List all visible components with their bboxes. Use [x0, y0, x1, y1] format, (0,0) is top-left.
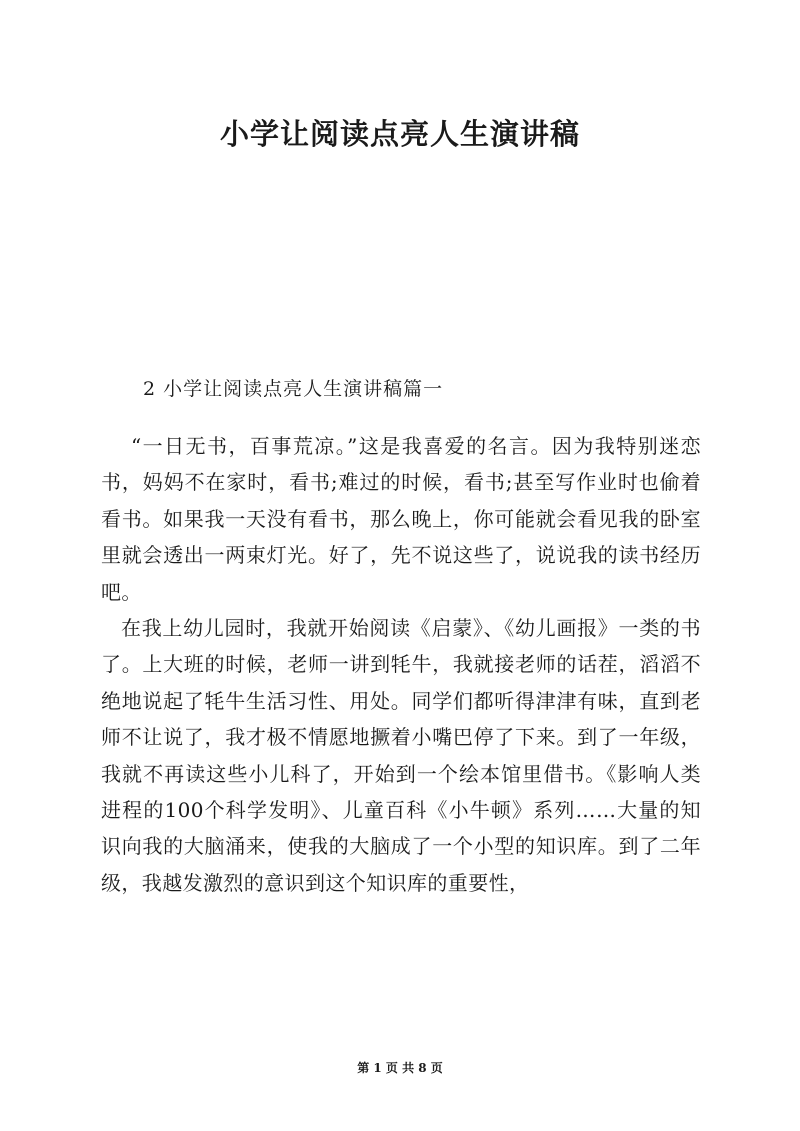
paragraph: “一日无书，百事荒凉。”这是我喜爱的名言。因为我特别迷恋书，妈妈不在家时，看书;难过的时候，看书;甚至写作业时也偷着看书。如果我一天没有看书，那么晚上，你可能就会看见我的卧室里就会透出一两束灯光。好了，先不说这些了，说说我的读书经历吧。 — [101, 434, 701, 604]
page-footer: 第 1 页 共 8 页 — [357, 1061, 443, 1075]
section-heading: 2 小学让阅读点亮人生演讲稿篇一 — [143, 378, 444, 400]
body-text — [101, 428, 701, 901]
document-title: 小学让阅读点亮人生演讲稿 — [219, 117, 580, 151]
paragraph: 在我上幼儿园时，我就开始阅读《启蒙》、《幼儿画报》一类的书了。上大班的时候，老师一讲到牦牛，我就接老师的话茬，滔滔不绝地说起了牦牛生活习性、用处。同学们都听得津津有味，直到老师不让说了，我才极不情愿地撅着小嘴巴停了下来。到了一年级，我就不再读这些小儿科了，开始到一个绘本馆里借书。《影响人类进程的100个科学发明》、儿童百科《小牛顿》系列……大量的知识向我的大脑涌来，使我的大脑成了一个小型的知识库。到了二年级，我越发激烈的意识到这个知识库的重要性， — [101, 616, 701, 895]
